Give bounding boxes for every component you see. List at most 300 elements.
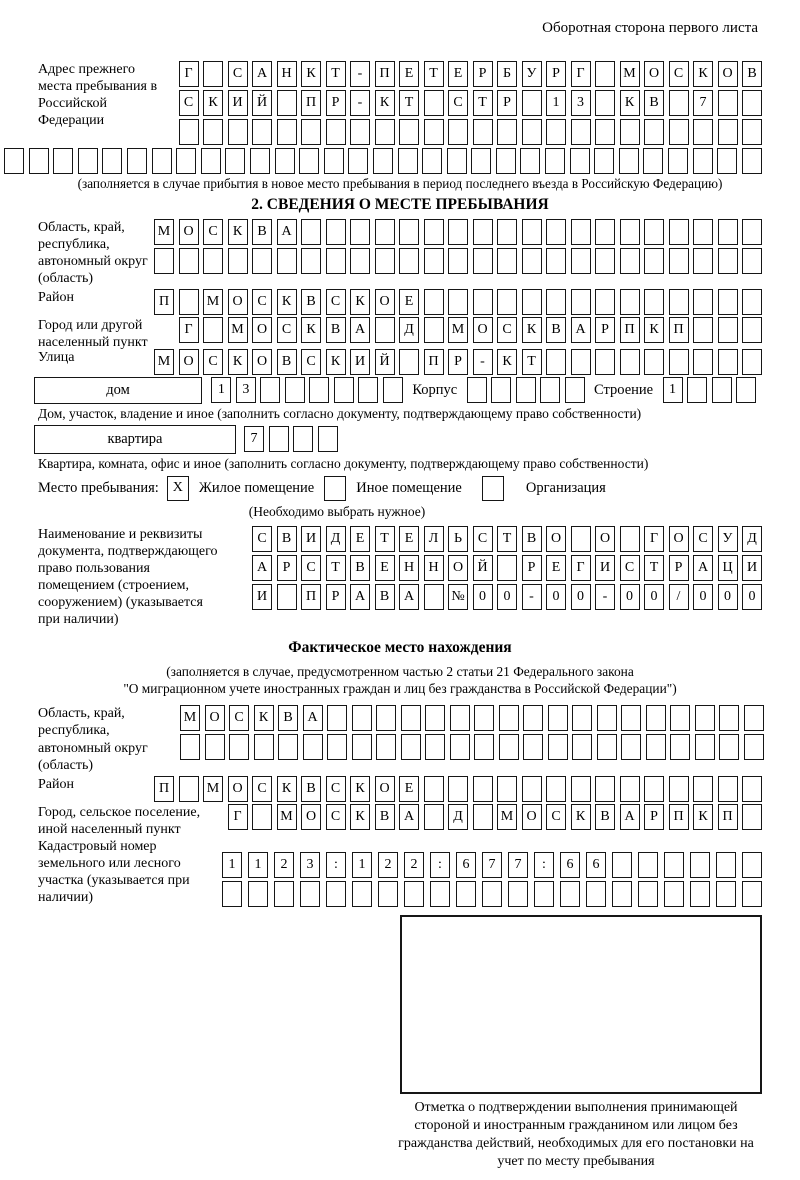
char-cell-filled[interactable]: 6 bbox=[586, 852, 606, 878]
char-cell[interactable] bbox=[497, 248, 517, 274]
char-cell[interactable] bbox=[473, 804, 493, 830]
char-cell[interactable] bbox=[350, 119, 370, 145]
char-cell[interactable] bbox=[669, 349, 689, 375]
char-cell[interactable] bbox=[644, 119, 664, 145]
char-cell[interactable] bbox=[450, 734, 470, 760]
char-cell[interactable] bbox=[693, 119, 713, 145]
char-cell[interactable] bbox=[643, 148, 663, 174]
char-cell-filled[interactable]: О bbox=[473, 317, 493, 343]
char-cell[interactable] bbox=[376, 734, 396, 760]
char-cell-filled[interactable]: - bbox=[473, 349, 493, 375]
char-cell[interactable] bbox=[201, 148, 221, 174]
char-cell-filled[interactable]: С bbox=[228, 61, 248, 87]
char-cell-filled[interactable]: В bbox=[350, 555, 370, 581]
char-cell[interactable] bbox=[301, 219, 321, 245]
char-cell[interactable] bbox=[499, 734, 519, 760]
char-cell[interactable] bbox=[644, 219, 664, 245]
char-cell[interactable] bbox=[669, 90, 689, 116]
char-cell-filled[interactable]: Г bbox=[179, 61, 199, 87]
char-cell-filled[interactable]: У bbox=[522, 61, 542, 87]
char-cell[interactable] bbox=[736, 377, 756, 403]
char-cell[interactable] bbox=[742, 289, 762, 315]
char-cell[interactable] bbox=[520, 148, 540, 174]
char-cell[interactable] bbox=[742, 119, 762, 145]
char-cell-filled[interactable]: Р bbox=[644, 804, 664, 830]
char-cell-filled[interactable]: О bbox=[669, 526, 689, 552]
char-cell[interactable] bbox=[448, 219, 468, 245]
char-cell[interactable] bbox=[229, 734, 249, 760]
char-cell[interactable] bbox=[448, 289, 468, 315]
char-cell-filled[interactable]: Е bbox=[399, 289, 419, 315]
char-cell-filled[interactable]: О bbox=[205, 705, 225, 731]
char-cell-filled[interactable]: Е bbox=[448, 61, 468, 87]
char-cell[interactable] bbox=[693, 349, 713, 375]
char-cell[interactable] bbox=[205, 734, 225, 760]
char-cell[interactable] bbox=[430, 881, 450, 907]
char-cell-filled[interactable]: В bbox=[644, 90, 664, 116]
char-cell[interactable] bbox=[620, 776, 640, 802]
char-cell-filled[interactable]: Р bbox=[546, 61, 566, 87]
char-cell-filled[interactable]: 2 bbox=[274, 852, 294, 878]
char-cell-filled[interactable]: А bbox=[350, 317, 370, 343]
checkbox-other-premises[interactable] bbox=[324, 476, 346, 501]
char-cell[interactable] bbox=[597, 705, 617, 731]
char-cell-filled[interactable]: 1 bbox=[248, 852, 268, 878]
char-cell[interactable] bbox=[301, 119, 321, 145]
char-cell[interactable] bbox=[571, 289, 591, 315]
char-cell-filled[interactable]: 6 bbox=[560, 852, 580, 878]
char-cell-filled[interactable]: О bbox=[595, 526, 615, 552]
char-cell[interactable] bbox=[252, 119, 272, 145]
char-cell-filled[interactable]: А bbox=[252, 61, 272, 87]
char-cell-filled[interactable]: К bbox=[301, 317, 321, 343]
char-cell[interactable] bbox=[669, 119, 689, 145]
char-cell[interactable] bbox=[309, 377, 329, 403]
char-cell[interactable] bbox=[546, 219, 566, 245]
char-cell-filled[interactable]: К bbox=[350, 776, 370, 802]
char-cell-filled[interactable]: О bbox=[301, 804, 321, 830]
char-cell-filled[interactable]: Д bbox=[742, 526, 762, 552]
char-cell[interactable] bbox=[127, 148, 147, 174]
char-cell[interactable] bbox=[352, 705, 372, 731]
char-cell[interactable] bbox=[595, 219, 615, 245]
char-cell-filled[interactable]: С bbox=[473, 526, 493, 552]
char-cell[interactable] bbox=[571, 119, 591, 145]
char-cell[interactable] bbox=[424, 219, 444, 245]
char-cell-filled[interactable]: 7 bbox=[693, 90, 713, 116]
char-cell[interactable] bbox=[422, 148, 442, 174]
char-cell-filled[interactable]: К bbox=[620, 90, 640, 116]
char-cell[interactable] bbox=[203, 248, 223, 274]
char-cell[interactable] bbox=[497, 119, 517, 145]
char-cell[interactable] bbox=[496, 148, 516, 174]
char-cell[interactable] bbox=[424, 776, 444, 802]
char-cell-filled[interactable]: П bbox=[375, 61, 395, 87]
char-cell-filled[interactable]: И bbox=[350, 349, 370, 375]
char-cell-filled[interactable]: К bbox=[693, 804, 713, 830]
char-cell[interactable] bbox=[718, 219, 738, 245]
char-cell[interactable] bbox=[473, 248, 493, 274]
char-cell-filled[interactable]: 0 bbox=[473, 584, 493, 610]
char-cell-filled[interactable]: Р bbox=[497, 90, 517, 116]
char-cell[interactable] bbox=[497, 219, 517, 245]
char-cell[interactable] bbox=[376, 705, 396, 731]
char-cell[interactable] bbox=[540, 377, 560, 403]
char-cell-filled[interactable]: 1 bbox=[211, 377, 231, 403]
char-cell-filled[interactable]: П bbox=[154, 289, 174, 315]
char-cell[interactable] bbox=[375, 248, 395, 274]
char-cell-filled[interactable]: П bbox=[301, 584, 321, 610]
char-cell[interactable] bbox=[102, 148, 122, 174]
char-cell[interactable] bbox=[695, 734, 715, 760]
char-cell-filled[interactable]: Р bbox=[326, 584, 346, 610]
char-cell[interactable] bbox=[664, 881, 684, 907]
char-cell[interactable] bbox=[473, 119, 493, 145]
char-cell[interactable] bbox=[546, 289, 566, 315]
char-cell-filled[interactable]: П bbox=[718, 804, 738, 830]
char-cell[interactable] bbox=[586, 881, 606, 907]
char-cell-filled[interactable]: 1 bbox=[663, 377, 683, 403]
char-cell[interactable] bbox=[620, 289, 640, 315]
char-cell[interactable] bbox=[565, 377, 585, 403]
char-cell[interactable] bbox=[716, 852, 736, 878]
char-cell[interactable] bbox=[546, 119, 566, 145]
char-cell[interactable] bbox=[523, 705, 543, 731]
char-cell[interactable] bbox=[352, 734, 372, 760]
char-cell[interactable] bbox=[278, 734, 298, 760]
char-cell[interactable] bbox=[29, 148, 49, 174]
char-cell-filled[interactable]: К bbox=[497, 349, 517, 375]
char-cell-filled[interactable]: - bbox=[522, 584, 542, 610]
char-cell-filled[interactable]: С bbox=[252, 526, 272, 552]
char-cell[interactable] bbox=[180, 734, 200, 760]
char-cell[interactable] bbox=[546, 349, 566, 375]
char-cell-filled[interactable]: А bbox=[399, 804, 419, 830]
char-cell-filled[interactable]: Р bbox=[473, 61, 493, 87]
char-cell-filled[interactable]: К bbox=[277, 776, 297, 802]
char-cell[interactable] bbox=[324, 148, 344, 174]
char-cell-filled[interactable]: К bbox=[254, 705, 274, 731]
char-cell[interactable] bbox=[424, 119, 444, 145]
char-cell[interactable] bbox=[522, 289, 542, 315]
char-cell[interactable] bbox=[482, 881, 502, 907]
char-cell[interactable] bbox=[522, 248, 542, 274]
char-cell-filled[interactable]: Т bbox=[375, 526, 395, 552]
char-cell-filled[interactable]: Р bbox=[522, 555, 542, 581]
char-cell[interactable] bbox=[248, 881, 268, 907]
char-cell-filled[interactable]: Н bbox=[277, 61, 297, 87]
char-cell-filled[interactable]: 0 bbox=[571, 584, 591, 610]
char-cell-filled[interactable]: О bbox=[448, 555, 468, 581]
char-cell[interactable] bbox=[260, 377, 280, 403]
char-cell[interactable] bbox=[687, 377, 707, 403]
char-cell[interactable] bbox=[378, 881, 398, 907]
char-cell-filled[interactable]: 1 bbox=[222, 852, 242, 878]
char-cell-filled[interactable]: С bbox=[669, 61, 689, 87]
char-cell[interactable] bbox=[474, 705, 494, 731]
char-cell-filled[interactable]: И bbox=[252, 584, 272, 610]
char-cell[interactable] bbox=[522, 219, 542, 245]
char-cell[interactable] bbox=[516, 377, 536, 403]
char-cell-filled[interactable]: М bbox=[620, 61, 640, 87]
char-cell[interactable] bbox=[571, 248, 591, 274]
char-cell-filled[interactable]: Е bbox=[546, 555, 566, 581]
char-cell[interactable] bbox=[424, 584, 444, 610]
char-cell-filled[interactable]: О bbox=[522, 804, 542, 830]
char-cell[interactable] bbox=[398, 148, 418, 174]
char-cell[interactable] bbox=[448, 248, 468, 274]
char-cell-filled[interactable]: К bbox=[571, 804, 591, 830]
char-cell-filled[interactable]: О bbox=[252, 317, 272, 343]
char-cell-filled[interactable]: : bbox=[430, 852, 450, 878]
char-cell[interactable] bbox=[742, 90, 762, 116]
char-cell-filled[interactable]: 0 bbox=[497, 584, 517, 610]
char-cell[interactable] bbox=[718, 119, 738, 145]
char-cell[interactable] bbox=[277, 584, 297, 610]
char-cell-filled[interactable]: С bbox=[546, 804, 566, 830]
char-cell-filled[interactable]: В bbox=[301, 776, 321, 802]
char-cell-filled[interactable]: П bbox=[669, 317, 689, 343]
char-cell-filled[interactable]: П bbox=[424, 349, 444, 375]
char-cell[interactable] bbox=[327, 705, 347, 731]
char-cell-filled[interactable]: С bbox=[203, 349, 223, 375]
char-cell[interactable] bbox=[718, 248, 738, 274]
char-cell-filled[interactable]: Т bbox=[424, 61, 444, 87]
char-cell[interactable] bbox=[222, 881, 242, 907]
char-cell[interactable] bbox=[154, 248, 174, 274]
char-cell-filled[interactable]: С bbox=[252, 289, 272, 315]
char-cell[interactable] bbox=[383, 377, 403, 403]
char-cell-filled[interactable]: П bbox=[301, 90, 321, 116]
char-cell[interactable] bbox=[572, 734, 592, 760]
char-cell[interactable] bbox=[548, 734, 568, 760]
char-cell[interactable] bbox=[621, 734, 641, 760]
char-cell-filled[interactable]: М bbox=[154, 219, 174, 245]
char-cell-filled[interactable]: В bbox=[595, 804, 615, 830]
char-cell-filled[interactable]: И bbox=[595, 555, 615, 581]
char-cell-filled[interactable]: Р bbox=[326, 90, 346, 116]
char-cell-filled[interactable]: П bbox=[669, 804, 689, 830]
char-cell-filled[interactable]: В bbox=[375, 584, 395, 610]
char-cell-filled[interactable]: 6 bbox=[456, 852, 476, 878]
char-cell-filled[interactable]: Е bbox=[399, 61, 419, 87]
char-cell[interactable] bbox=[179, 289, 199, 315]
char-cell[interactable] bbox=[375, 119, 395, 145]
char-cell[interactable] bbox=[350, 248, 370, 274]
char-cell[interactable] bbox=[620, 219, 640, 245]
char-cell[interactable] bbox=[742, 852, 762, 878]
char-cell-filled[interactable]: 0 bbox=[620, 584, 640, 610]
char-cell[interactable] bbox=[497, 289, 517, 315]
char-cell-filled[interactable]: О bbox=[228, 289, 248, 315]
char-cell[interactable] bbox=[473, 219, 493, 245]
char-cell[interactable] bbox=[228, 248, 248, 274]
char-cell[interactable] bbox=[277, 248, 297, 274]
char-cell[interactable] bbox=[523, 734, 543, 760]
char-cell-filled[interactable]: К bbox=[277, 289, 297, 315]
char-cell[interactable] bbox=[471, 148, 491, 174]
char-cell[interactable] bbox=[621, 705, 641, 731]
char-cell[interactable] bbox=[595, 248, 615, 274]
char-cell[interactable] bbox=[277, 119, 297, 145]
char-cell-filled[interactable]: Й bbox=[375, 349, 395, 375]
char-cell[interactable] bbox=[225, 148, 245, 174]
char-cell[interactable] bbox=[424, 289, 444, 315]
char-cell-filled[interactable]: - bbox=[350, 61, 370, 87]
char-cell[interactable] bbox=[693, 219, 713, 245]
char-cell[interactable] bbox=[399, 349, 419, 375]
char-cell-filled[interactable]: Г bbox=[571, 555, 591, 581]
char-cell-filled[interactable]: Т bbox=[326, 61, 346, 87]
char-cell-filled[interactable]: А bbox=[350, 584, 370, 610]
char-cell[interactable] bbox=[619, 148, 639, 174]
char-cell-filled[interactable]: А bbox=[399, 584, 419, 610]
char-cell[interactable] bbox=[497, 555, 517, 581]
char-cell[interactable] bbox=[669, 248, 689, 274]
char-cell-filled[interactable]: А bbox=[620, 804, 640, 830]
char-cell-filled[interactable]: 0 bbox=[546, 584, 566, 610]
char-cell[interactable] bbox=[424, 248, 444, 274]
char-cell[interactable] bbox=[646, 705, 666, 731]
char-cell[interactable] bbox=[334, 377, 354, 403]
char-cell-filled[interactable]: М bbox=[203, 289, 223, 315]
char-cell[interactable] bbox=[718, 349, 738, 375]
char-cell[interactable] bbox=[448, 119, 468, 145]
char-cell-filled[interactable]: С bbox=[203, 219, 223, 245]
char-cell[interactable] bbox=[497, 776, 517, 802]
char-cell[interactable] bbox=[499, 705, 519, 731]
char-cell[interactable] bbox=[668, 148, 688, 174]
char-cell-filled[interactable]: В bbox=[252, 219, 272, 245]
char-cell[interactable] bbox=[285, 377, 305, 403]
char-cell-filled[interactable]: П bbox=[154, 776, 174, 802]
char-cell[interactable] bbox=[4, 148, 24, 174]
char-cell-filled[interactable]: Н bbox=[424, 555, 444, 581]
char-cell[interactable] bbox=[326, 219, 346, 245]
char-cell[interactable] bbox=[326, 881, 346, 907]
char-cell[interactable] bbox=[303, 734, 323, 760]
char-cell-filled[interactable]: Ц bbox=[718, 555, 738, 581]
char-cell[interactable] bbox=[695, 705, 715, 731]
char-cell-filled[interactable]: И bbox=[228, 90, 248, 116]
char-cell-filled[interactable]: К bbox=[375, 90, 395, 116]
char-cell-filled[interactable]: Т bbox=[522, 349, 542, 375]
char-cell-filled[interactable]: О bbox=[179, 219, 199, 245]
char-cell-filled[interactable]: 0 bbox=[644, 584, 664, 610]
char-cell-filled[interactable]: - bbox=[350, 90, 370, 116]
char-cell[interactable] bbox=[669, 776, 689, 802]
char-cell[interactable] bbox=[277, 90, 297, 116]
char-cell-filled[interactable]: 0 bbox=[718, 584, 738, 610]
char-cell[interactable] bbox=[644, 289, 664, 315]
char-cell-filled[interactable]: М bbox=[203, 776, 223, 802]
char-cell[interactable] bbox=[450, 705, 470, 731]
char-cell-filled[interactable]: К bbox=[693, 61, 713, 87]
char-cell[interactable] bbox=[620, 526, 640, 552]
char-cell[interactable] bbox=[742, 804, 762, 830]
char-cell-filled[interactable]: В bbox=[278, 705, 298, 731]
char-cell-filled[interactable]: А bbox=[693, 555, 713, 581]
char-cell[interactable] bbox=[693, 289, 713, 315]
char-cell[interactable] bbox=[269, 426, 289, 452]
char-cell-filled[interactable]: В bbox=[742, 61, 762, 87]
char-cell[interactable] bbox=[742, 317, 762, 343]
char-cell[interactable] bbox=[327, 734, 347, 760]
char-cell-filled[interactable]: С bbox=[326, 289, 346, 315]
char-cell-filled[interactable]: Д bbox=[448, 804, 468, 830]
char-cell-filled[interactable]: Ь bbox=[448, 526, 468, 552]
char-cell-filled[interactable]: В bbox=[522, 526, 542, 552]
checkbox-organization[interactable] bbox=[482, 476, 504, 501]
char-cell-filled[interactable]: К bbox=[350, 289, 370, 315]
char-cell-filled[interactable]: Н bbox=[399, 555, 419, 581]
char-cell[interactable] bbox=[595, 119, 615, 145]
char-cell[interactable] bbox=[546, 248, 566, 274]
char-cell-filled[interactable]: К bbox=[301, 61, 321, 87]
char-cell-filled[interactable]: В bbox=[277, 349, 297, 375]
char-cell[interactable] bbox=[293, 426, 313, 452]
char-cell[interactable] bbox=[448, 776, 468, 802]
char-cell-filled[interactable]: О bbox=[718, 61, 738, 87]
char-cell-filled[interactable]: М bbox=[228, 317, 248, 343]
char-cell-filled[interactable]: С bbox=[179, 90, 199, 116]
char-cell-filled[interactable]: Т bbox=[644, 555, 664, 581]
char-cell-filled[interactable]: 0 bbox=[742, 584, 762, 610]
char-cell[interactable] bbox=[424, 317, 444, 343]
char-cell[interactable] bbox=[693, 776, 713, 802]
char-cell[interactable] bbox=[571, 776, 591, 802]
char-cell-filled[interactable]: К bbox=[522, 317, 542, 343]
char-cell-filled[interactable]: : bbox=[534, 852, 554, 878]
char-cell-filled[interactable]: А bbox=[252, 555, 272, 581]
char-cell[interactable] bbox=[53, 148, 73, 174]
char-cell[interactable] bbox=[744, 734, 764, 760]
char-cell[interactable] bbox=[620, 119, 640, 145]
char-cell[interactable] bbox=[690, 881, 710, 907]
char-cell-filled[interactable]: К bbox=[228, 219, 248, 245]
char-cell-filled[interactable]: 2 bbox=[404, 852, 424, 878]
char-cell[interactable] bbox=[595, 90, 615, 116]
char-cell-filled[interactable]: 7 bbox=[482, 852, 502, 878]
char-cell[interactable] bbox=[644, 776, 664, 802]
char-cell-filled[interactable]: О bbox=[179, 349, 199, 375]
char-cell-filled[interactable]: Р bbox=[277, 555, 297, 581]
char-cell[interactable] bbox=[612, 852, 632, 878]
char-cell-filled[interactable]: М bbox=[180, 705, 200, 731]
char-cell[interactable] bbox=[473, 776, 493, 802]
char-cell[interactable] bbox=[644, 349, 664, 375]
char-cell[interactable] bbox=[719, 734, 739, 760]
char-cell[interactable] bbox=[404, 881, 424, 907]
char-cell[interactable] bbox=[572, 705, 592, 731]
char-cell[interactable] bbox=[620, 349, 640, 375]
char-cell[interactable] bbox=[690, 852, 710, 878]
char-cell-filled[interactable]: О bbox=[644, 61, 664, 87]
char-cell-filled[interactable]: О bbox=[375, 289, 395, 315]
char-cell[interactable] bbox=[571, 219, 591, 245]
char-cell[interactable] bbox=[742, 148, 762, 174]
char-cell[interactable] bbox=[299, 148, 319, 174]
char-cell-filled[interactable]: С bbox=[252, 776, 272, 802]
char-cell[interactable] bbox=[570, 148, 590, 174]
char-cell-filled[interactable]: О bbox=[228, 776, 248, 802]
char-cell[interactable] bbox=[571, 349, 591, 375]
char-cell[interactable] bbox=[358, 377, 378, 403]
char-cell[interactable] bbox=[300, 881, 320, 907]
char-cell-filled[interactable]: У bbox=[718, 526, 738, 552]
char-cell[interactable] bbox=[522, 776, 542, 802]
char-cell[interactable] bbox=[638, 881, 658, 907]
